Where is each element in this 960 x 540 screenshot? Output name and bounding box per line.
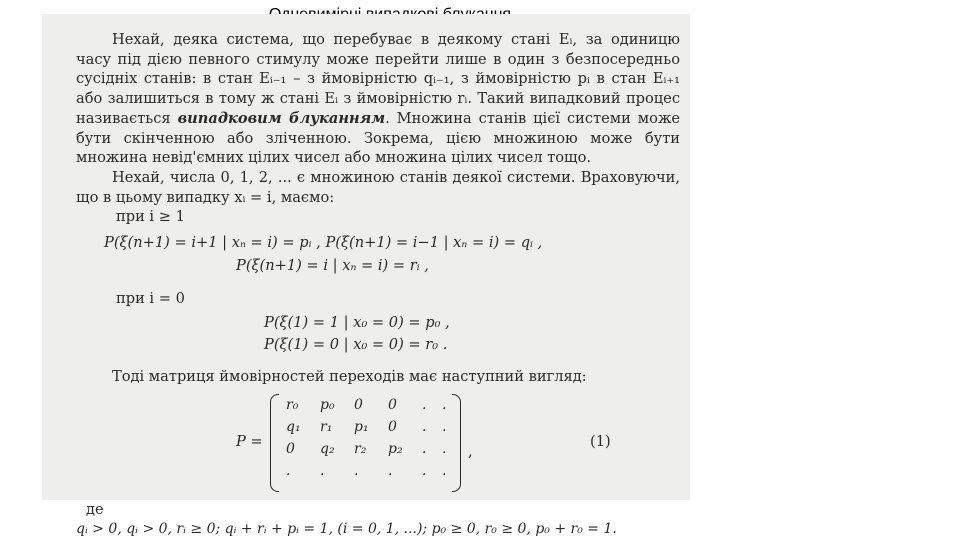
footer-de: де <box>86 501 104 519</box>
matrix-cell: 0 <box>388 419 397 436</box>
matrix-label: P = <box>236 433 263 451</box>
formula-transition-up-down: P(ξ(n+1) = i+1 | xₙ = i) = pᵢ , P(ξ(n+1) = i−1 | xₙ = i) = qᵢ , <box>104 234 543 252</box>
matrix-cell: . <box>320 463 325 480</box>
matrix-left-bracket <box>270 394 279 492</box>
matrix-cell: . <box>286 463 291 480</box>
matrix-cell: 0 <box>388 397 397 414</box>
formula-initial-p0: P(ξ(1) = 1 | x₀ = 0) = p₀ , <box>264 314 450 332</box>
paragraph-states: Нехай, числа 0, 1, 2, ... є множиною станів деякої системи. Враховуючи, що в цьому випадку xᵢ = i, маємо: <box>76 168 680 206</box>
matrix-cell: . <box>442 419 447 436</box>
matrix-cell: q₁ <box>286 419 301 436</box>
matrix-comma: , <box>468 443 473 461</box>
paragraph-definition-text: Нехай, деяка система, що перебуває в деякому стані Eᵢ, за одиницю часу під дією певного стимулу може перейти лише в один з безпосередньо сусідніх станів: в стан Eᵢ₋₁ – з ймовірністю qᵢ₋₁, з ймовірністю pᵢ в стан Eᵢ₊₁ або залишиться в тому ж стані Eᵢ з ймовірністю rᵢ. Такий випадковий процес називається <box>76 31 680 127</box>
transition-matrix <box>76 390 680 500</box>
matrix-cell: 0 <box>286 441 295 458</box>
matrix-cell: . <box>422 441 427 458</box>
formula-transition-stay: P(ξ(n+1) = i | xₙ = i) = rᵢ , <box>236 256 429 274</box>
matrix-cell: . <box>442 441 447 458</box>
matrix-cell: p₂ <box>388 441 403 458</box>
matrix-cell: p₁ <box>354 419 369 436</box>
formula-initial-r0: P(ξ(1) = 0 | x₀ = 0) = r₀ . <box>264 335 448 353</box>
condition-i-ge-1: при i ≥ 1 <box>116 208 185 226</box>
matrix-cell: . <box>442 463 447 480</box>
paragraph-definition <box>76 30 680 168</box>
matrix-cell: . <box>354 463 359 480</box>
matrix-cell: p₀ <box>320 397 335 414</box>
matrix-cell: . <box>388 463 393 480</box>
footer-conditions: qᵢ > 0, qᵢ > 0, rᵢ ≥ 0; qᵢ + rᵢ + pᵢ = 1, (i = 0, 1, ...); p₀ ≥ 0, r₀ ≥ 0, p₀ + r₀ = 1. <box>76 520 617 537</box>
matrix-intro: Тоді матриця ймовірностей переходів має наступний вигляд: <box>112 367 587 385</box>
matrix-cell: q₂ <box>320 441 335 458</box>
term-random-walk: випадковим блуканням <box>177 109 386 127</box>
matrix-cell: r₁ <box>320 419 333 436</box>
paragraph-definition-tail: . Множина станів цієї системи може бути скінченною або зліченною. Зокрема, цією множиною може бути множина невід'ємних цілих чисел або множина цілих чисел тощо. <box>76 109 681 167</box>
scanned-text <box>76 30 680 540</box>
scanned-page <box>42 14 690 537</box>
condition-i-eq-0: при i = 0 <box>116 290 185 308</box>
matrix-cell: . <box>422 419 427 436</box>
equation-number: (1) <box>590 433 611 451</box>
matrix-cell: r₂ <box>354 441 367 458</box>
matrix-cell: . <box>422 397 427 414</box>
matrix-cell: . <box>422 463 427 480</box>
matrix-cell: 0 <box>354 397 363 414</box>
matrix-cell: r₀ <box>286 397 299 414</box>
matrix-cell: . <box>442 397 447 414</box>
matrix-right-bracket <box>452 394 461 492</box>
matrix-grid <box>286 396 462 484</box>
